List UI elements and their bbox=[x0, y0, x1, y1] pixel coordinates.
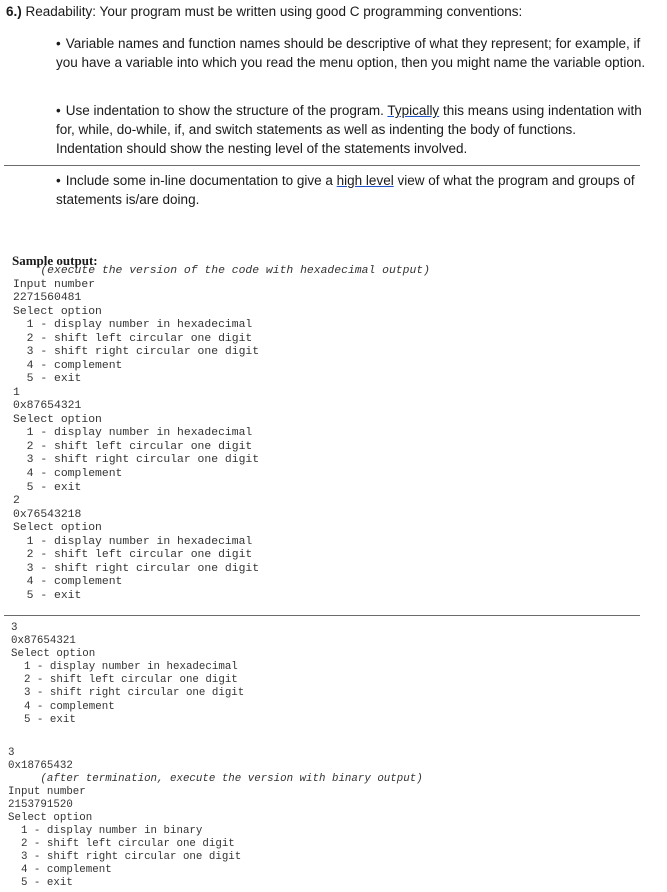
output-line: 4 - complement bbox=[13, 359, 123, 372]
divider bbox=[4, 615, 640, 616]
output-line: 3 - shift right circular one digit bbox=[11, 687, 245, 700]
output-line: 0x76543218 bbox=[13, 508, 82, 521]
section-heading-text: Readability: Your program must be written using good C programming conventions: bbox=[21, 4, 523, 19]
output-line: 3 bbox=[11, 622, 18, 634]
output-line: 3 bbox=[8, 747, 15, 759]
divider bbox=[4, 165, 640, 166]
output-line: 2 - shift left circular one digit bbox=[11, 674, 238, 687]
bullet-text: Use indentation to show the structure of the program. bbox=[65, 103, 388, 118]
bullet-text: this means using indentation with for, while, do-while, if, and switch statements as well as indenting the body of functions. Indentation should show the nesting level of the statements involved. bbox=[56, 103, 642, 156]
output-line: 0x87654321 bbox=[13, 400, 82, 413]
section-heading bbox=[6, 3, 522, 21]
console-output-block-2 bbox=[11, 622, 244, 727]
output-line: 4 - complement bbox=[13, 576, 123, 589]
output-line: 5 - exit bbox=[13, 481, 82, 494]
output-line: (execute the version of the code with hexadecimal output) bbox=[13, 265, 430, 277]
bullet-text: Include some in-line documentation to give a bbox=[65, 173, 337, 188]
bullet-text: view of what the program and groups of statements is/are doing. bbox=[56, 173, 635, 207]
output-line: 2 - shift left circular one digit bbox=[8, 837, 235, 850]
output-line: 3 - shift right circular one digit bbox=[8, 850, 242, 863]
output-line: 3 - shift right circular one digit bbox=[13, 562, 260, 575]
bullet-indentation bbox=[56, 101, 646, 158]
bullet-text: Variable names and function names should be descriptive of what they represent; for example, if you have a variable into which you read the menu option, then you might name the variable option. bbox=[56, 36, 646, 70]
sample-output-label: Sample output: bbox=[12, 253, 98, 268]
output-line: 4 - complement bbox=[11, 700, 115, 713]
bullet-dot-icon: • bbox=[56, 103, 61, 118]
underlined-word: Typically bbox=[387, 103, 440, 118]
bullet-documentation bbox=[56, 171, 646, 209]
output-line: Select option bbox=[11, 648, 96, 661]
output-line: 2 - shift left circular one digit bbox=[13, 332, 253, 345]
output-line: 1 - display number in hexadecimal bbox=[13, 319, 253, 332]
output-line: 5 - exit bbox=[13, 589, 82, 602]
bullet-variable-names bbox=[56, 34, 646, 72]
output-line: 2 - shift left circular one digit bbox=[13, 549, 253, 562]
output-line: 1 - display number in hexadecimal bbox=[13, 535, 253, 548]
output-line: Select option bbox=[13, 305, 102, 318]
output-line: 5 - exit bbox=[13, 373, 82, 386]
output-line: 3 - shift right circular one digit bbox=[13, 454, 260, 467]
output-line: 1 - display number in hexadecimal bbox=[13, 427, 253, 440]
output-line: 2 bbox=[13, 495, 20, 508]
output-line: (after termination, execute the version with binary output) bbox=[8, 772, 423, 785]
output-line: 1 - display number in hexadecimal bbox=[11, 661, 238, 674]
console-output-block-3 bbox=[8, 747, 423, 889]
output-line: Input number bbox=[8, 785, 86, 798]
output-line: Select option bbox=[8, 811, 93, 824]
output-line: Select option bbox=[13, 413, 102, 426]
bullet-dot-icon: • bbox=[56, 173, 61, 188]
output-line: Input number bbox=[13, 278, 96, 291]
underlined-phrase: high level bbox=[336, 173, 394, 188]
output-line: Select option bbox=[13, 522, 102, 535]
output-line: 1 - display number in binary bbox=[8, 824, 203, 837]
output-line: 0x18765432 bbox=[8, 759, 73, 772]
output-line: 4 - complement bbox=[8, 863, 112, 876]
output-line: 2 - shift left circular one digit bbox=[13, 440, 253, 453]
output-line: 5 - exit bbox=[11, 713, 76, 726]
bullet-dot-icon: • bbox=[56, 36, 61, 51]
console-output-block-1 bbox=[13, 265, 430, 603]
output-line: 2153791520 bbox=[8, 798, 73, 811]
output-line: 0x87654321 bbox=[11, 635, 76, 648]
output-line: 2271560481 bbox=[13, 292, 82, 305]
output-line: 4 - complement bbox=[13, 467, 123, 480]
output-line: 1 bbox=[13, 386, 20, 399]
output-line: 3 - shift right circular one digit bbox=[13, 346, 260, 359]
output-line: 5 - exit bbox=[8, 876, 73, 889]
section-number: 6.) bbox=[6, 4, 22, 19]
